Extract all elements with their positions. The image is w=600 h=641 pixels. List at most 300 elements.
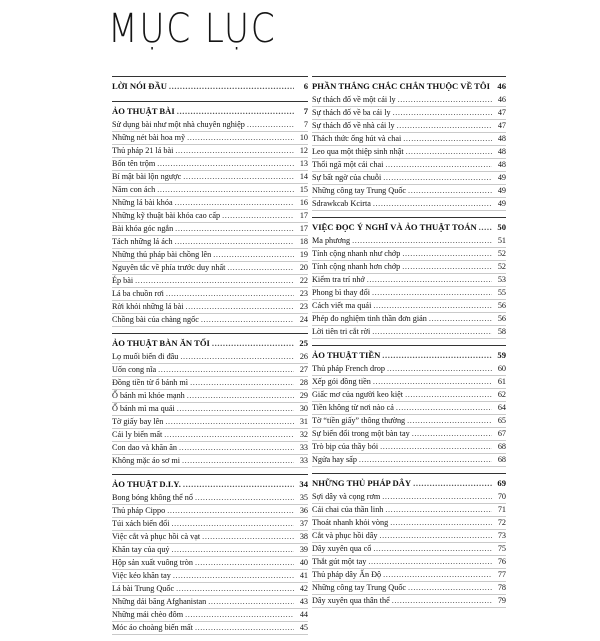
entry-page: 52 (494, 248, 506, 260)
entry-title: Bốn tên trộm (112, 158, 155, 170)
entry-page: 15 (296, 184, 308, 196)
dot-leader (182, 455, 294, 467)
entry-page: 49 (494, 172, 506, 184)
entry-title: Bong bóng không thể nổ (112, 492, 193, 504)
entry-page: 27 (296, 364, 308, 376)
dot-leader (227, 262, 294, 274)
toc-column-right (312, 76, 506, 614)
section-heading (112, 333, 308, 349)
dot-leader (352, 235, 492, 247)
entry-title: Xếp gói đồng tiền (312, 376, 371, 388)
dot-leader (383, 172, 492, 184)
entry-title: Dây xuyên qua cổ (312, 543, 371, 555)
toc-entry (312, 389, 506, 402)
toc-entry (112, 210, 308, 223)
entry-page: 73 (494, 530, 506, 542)
entry-title: Việc cắt và phục hồi cà vạt (112, 531, 200, 543)
toc-entry (112, 262, 308, 275)
entry-title: Kiểm tra trí nhớ (312, 274, 365, 286)
toc-entry (312, 415, 506, 428)
dot-leader (157, 184, 294, 196)
toc-entry (312, 198, 506, 211)
toc-entry (312, 261, 506, 274)
dot-leader (372, 326, 492, 338)
entry-title: Ma phương (312, 235, 350, 247)
dot-leader (195, 492, 294, 504)
entry-page: 33 (296, 442, 308, 454)
toc-entry (112, 145, 308, 158)
entry-title: Trò bịp của thầy bói (312, 441, 378, 453)
toc-entry (312, 159, 506, 172)
toc-entry (112, 596, 308, 609)
entry-page: 75 (494, 543, 506, 555)
section-heading-page: 25 (296, 337, 308, 349)
toc-entry (112, 583, 308, 596)
entry-page: 52 (494, 261, 506, 273)
toc-entry (312, 287, 506, 300)
entry-page: 53 (494, 274, 506, 286)
dot-leader (190, 377, 294, 389)
entry-title: Khăn tay của quỷ (112, 544, 170, 556)
entry-title: Bài khóa góc ngắn (112, 223, 173, 235)
toc-entry (312, 107, 506, 120)
toc-entry (312, 248, 506, 261)
entry-title: Tờ giấy bay lên (112, 416, 163, 428)
entry-page: 23 (296, 301, 308, 313)
toc-entry (312, 582, 506, 595)
dot-leader (390, 517, 492, 529)
entry-title: Sợi dây và cọng rơm (312, 491, 380, 503)
entry-title: Con dao và khăn ăn (112, 442, 177, 454)
toc-entry (312, 517, 506, 530)
entry-page: 30 (296, 403, 308, 415)
entry-title: Thổi ngã một cái chai (312, 159, 383, 171)
dot-leader (247, 119, 294, 131)
entry-title: Sự thách đố về một cái ly (312, 94, 396, 106)
entry-title: Giấc mơ của người keo kiệt (312, 389, 403, 401)
entry-page: 64 (494, 402, 506, 414)
dot-leader (172, 518, 294, 530)
entry-title: Những công tay Trung Quốc (312, 582, 406, 594)
toc-entry (112, 557, 308, 570)
entry-title: Thủ pháp Cippo (112, 505, 165, 517)
entry-page: 42 (296, 583, 308, 595)
entry-page: 68 (494, 441, 506, 453)
dot-leader (380, 441, 492, 453)
section-heading-page: 7 (296, 105, 308, 117)
entry-title: Tờ “tiền giấy” thông thường (312, 415, 405, 427)
entry-title: Ổ bánh mì ma quái (112, 403, 175, 415)
toc-entry (112, 171, 308, 184)
entry-title: Thủ pháp French drop (312, 363, 385, 375)
entry-page: 17 (296, 210, 308, 222)
entry-page: 56 (494, 300, 506, 312)
dot-leader (479, 221, 492, 233)
entry-page: 43 (296, 596, 308, 608)
dot-leader (213, 249, 294, 261)
entry-page: 60 (494, 363, 506, 375)
entry-title: Chồng bài của chàng ngốc (112, 314, 199, 326)
dot-leader (208, 596, 294, 608)
entry-title: Thủ pháp 21 lá bài (112, 145, 173, 157)
entry-page: 49 (494, 185, 506, 197)
dot-leader (169, 80, 294, 92)
entry-page: 19 (296, 249, 308, 261)
section-heading-page: 6 (296, 80, 308, 92)
section-heading-page: 50 (494, 221, 506, 233)
entry-page: 37 (296, 518, 308, 530)
entry-page: 55 (494, 287, 506, 299)
dot-leader (379, 530, 492, 542)
toc-entry (112, 301, 308, 314)
dot-leader (179, 442, 294, 454)
section-heading-page: 34 (296, 478, 308, 490)
dot-leader (367, 274, 492, 286)
entry-page: 18 (296, 236, 308, 248)
toc-entry (112, 505, 308, 518)
toc-entry (112, 223, 308, 236)
dot-leader (175, 145, 294, 157)
toc-entry (312, 376, 506, 389)
entry-title: Ép bài (112, 275, 133, 287)
toc-entry (312, 235, 506, 248)
dot-leader (413, 477, 492, 489)
entry-title: Việc kéo khăn tay (112, 570, 171, 582)
toc-entry (112, 364, 308, 377)
entry-title: Leo qua một thiệp sinh nhật (312, 146, 404, 158)
toc-entry (112, 132, 308, 145)
entry-title: Cách viết ma quái (312, 300, 371, 312)
entry-title: Những dải băng Afghanistan (112, 596, 206, 608)
dot-leader (387, 363, 492, 375)
entry-title: Sự thách đố về nhà cái ly (312, 120, 395, 132)
dot-leader (372, 287, 492, 299)
entry-title: Nguyên tắc về phía trước duy nhất (112, 262, 225, 274)
entry-title: Dây xuyên qua thân thể (312, 595, 390, 607)
entry-page: 17 (296, 223, 308, 235)
toc-entry (112, 403, 308, 416)
dot-leader (176, 583, 294, 595)
entry-title: Những mái chèo đôm (112, 609, 183, 621)
entry-title: Sử dụng bài như một nhà chuyên nghiệp (112, 119, 245, 131)
entry-page: 48 (494, 133, 506, 145)
entry-page: 23 (296, 288, 308, 300)
entry-page: 33 (296, 455, 308, 467)
dot-leader (402, 248, 492, 260)
dot-leader (186, 301, 294, 313)
toc-section (312, 473, 506, 608)
toc-entry (112, 492, 308, 505)
entry-page: 61 (494, 376, 506, 388)
entry-page: 47 (494, 120, 506, 132)
entry-title: Thắt gút một tay (312, 556, 366, 568)
dot-leader (172, 544, 294, 556)
dot-leader (166, 288, 294, 300)
dot-leader (373, 376, 492, 388)
entry-title: Bí mật bài lộn ngược (112, 171, 181, 183)
dot-leader (202, 531, 294, 543)
toc-entry (312, 274, 506, 287)
entry-page: 68 (494, 454, 506, 466)
dot-leader (187, 132, 294, 144)
toc-entry (112, 455, 308, 468)
section-heading-title: NHỮNG THỦ PHÁP DÂY (312, 477, 411, 489)
entry-page: 41 (296, 570, 308, 582)
entry-title: Lá bài Trung Quốc (112, 583, 174, 595)
toc-entry (112, 158, 308, 171)
dot-leader (183, 478, 294, 490)
entry-page: 62 (494, 389, 506, 401)
section-heading (112, 101, 308, 117)
toc-entry (312, 326, 506, 339)
section-heading-title: ẢO THUẬT TIỀN (312, 349, 380, 361)
dot-leader (187, 390, 294, 402)
entry-page: 26 (296, 351, 308, 363)
dot-leader (393, 107, 492, 119)
dot-leader (185, 609, 294, 621)
entry-page: 78 (494, 582, 506, 594)
entry-page: 79 (494, 595, 506, 607)
entry-title: Tính cộng nhanh như chớp (312, 248, 400, 260)
section-heading (112, 474, 308, 490)
dot-leader (175, 223, 294, 235)
dot-leader (180, 351, 294, 363)
dot-leader (385, 159, 492, 171)
entry-title: Những lá bài khóa (112, 197, 173, 209)
toc-section (312, 345, 506, 467)
toc-entry (112, 197, 308, 210)
entry-title: Tiền không từ nơi nào cả (312, 402, 394, 414)
page-title: MỤC LỤC (108, 6, 277, 52)
entry-title: Thoát nhanh khỏi vòng (312, 517, 388, 529)
toc-entry (312, 120, 506, 133)
toc-entry (112, 416, 308, 429)
entry-page: 16 (296, 197, 308, 209)
dot-leader (164, 429, 294, 441)
entry-title: Lời tiên tri cắt rời (312, 326, 370, 338)
entry-page: 10 (296, 132, 308, 144)
entry-title: Lá ba chuồn rơi (112, 288, 164, 300)
entry-title: Uốn cong nĩa (112, 364, 156, 376)
dot-leader (165, 416, 294, 428)
toc-entry (112, 609, 308, 622)
entry-title: Phong bì thay đổi (312, 287, 370, 299)
entry-title: Ngửa hay sấp (312, 454, 357, 466)
entry-page: 12 (296, 145, 308, 157)
dot-leader (405, 389, 492, 401)
dot-leader (402, 261, 492, 273)
section-heading-title: VIỆC ĐỌC Ý NGHĨ VÀ ẢO THUẬT TOÁN (312, 221, 477, 233)
entry-page: 71 (494, 504, 506, 516)
toc-section (112, 474, 308, 635)
dot-leader (398, 94, 492, 106)
entry-page: 65 (494, 415, 506, 427)
toc-section (112, 333, 308, 468)
dot-leader (177, 403, 294, 415)
entry-title: Cái ly biến mất (112, 429, 162, 441)
dot-leader (382, 491, 492, 503)
dot-leader (429, 313, 492, 325)
toc-entry (112, 377, 308, 390)
dot-leader (412, 428, 492, 440)
section-heading-page: 46 (494, 80, 506, 92)
toc-entry (312, 441, 506, 454)
section-heading-page: 69 (494, 477, 506, 489)
entry-title: Sự bất ngờ của chuỗi (312, 172, 381, 184)
toc-entry (312, 172, 506, 185)
toc-entry (312, 94, 506, 107)
dot-leader (175, 197, 294, 209)
section-heading (112, 76, 308, 92)
entry-title: Những công tay Trung Quốc (312, 185, 406, 197)
dot-leader (392, 595, 492, 607)
toc-column-left (112, 76, 308, 641)
entry-page: 39 (296, 544, 308, 556)
entry-title: Túi xách biến đổi (112, 518, 170, 530)
entry-page: 40 (296, 557, 308, 569)
entry-page: 67 (494, 428, 506, 440)
dot-leader (373, 543, 492, 555)
dot-leader (385, 504, 492, 516)
entry-page: 51 (494, 235, 506, 247)
entry-page: 77 (494, 569, 506, 581)
section-heading (312, 76, 506, 92)
toc-entry (312, 454, 506, 467)
entry-title: Đồng tiền từ ổ bánh mì (112, 377, 188, 389)
entry-page: 35 (296, 492, 308, 504)
dot-leader (383, 569, 492, 581)
toc-entry (312, 185, 506, 198)
toc-section (312, 76, 506, 211)
dot-leader (135, 275, 294, 287)
toc-entry (312, 543, 506, 556)
entry-page: 24 (296, 314, 308, 326)
entry-page: 44 (296, 609, 308, 621)
section-heading-title: PHẦN THẮNG CHẮC CHẮN THUỘC VỀ TÔI (312, 80, 490, 92)
toc-entry (312, 313, 506, 326)
toc-entry (112, 570, 308, 583)
entry-title: Tính cộng nhanh hơn chớp (312, 261, 400, 273)
toc-entry (112, 531, 308, 544)
section-heading-page: 59 (494, 349, 506, 361)
dot-leader (406, 146, 492, 158)
dot-leader (158, 364, 294, 376)
entry-page: 28 (296, 377, 308, 389)
toc-section (112, 76, 308, 92)
entry-title: Năm con ách (112, 184, 155, 196)
entry-title: Hộp sản xuất vuông tròn (112, 557, 193, 569)
dot-leader (167, 505, 294, 517)
dot-leader (212, 337, 294, 349)
dot-leader (222, 210, 294, 222)
dot-leader (195, 557, 294, 569)
section-heading-title: LỜI NÓI ĐẦU (112, 80, 167, 92)
entry-page: 45 (296, 622, 308, 634)
entry-page: 70 (494, 491, 506, 503)
entry-title: Tách những lá ách (112, 236, 173, 248)
entry-title: Cắt và phục hồi dây (312, 530, 377, 542)
section-heading-title: ẢO THUẬT D.I.Y. (112, 478, 181, 490)
toc-entry (112, 236, 308, 249)
entry-page: 7 (296, 119, 308, 131)
dot-leader (407, 415, 492, 427)
dot-leader (368, 556, 492, 568)
entry-title: Sự thách đố về ba cái ly (312, 107, 391, 119)
entry-page: 14 (296, 171, 308, 183)
toc-entry (112, 351, 308, 364)
dot-leader (396, 402, 492, 414)
entry-page: 72 (494, 517, 506, 529)
entry-page: 32 (296, 429, 308, 441)
entry-page: 48 (494, 159, 506, 171)
entry-title: Thủ pháp dây Ấn Độ (312, 569, 381, 581)
toc-section (312, 217, 506, 339)
entry-page: 47 (494, 107, 506, 119)
section-heading-title: ẢO THUẬT BÀN ĂN TỐI (112, 337, 210, 349)
dot-leader (382, 349, 492, 361)
entry-title: Không mặc áo sơ mi (112, 455, 180, 467)
entry-title: Lọ muối biến đi đâu (112, 351, 178, 363)
entry-page: 46 (494, 94, 506, 106)
entry-page: 48 (494, 146, 506, 158)
dot-leader (359, 454, 492, 466)
toc-entry (112, 442, 308, 455)
toc-entry (112, 429, 308, 442)
dot-leader (177, 105, 294, 117)
entry-page: 29 (296, 390, 308, 402)
dot-leader (195, 622, 294, 634)
dot-leader (408, 185, 492, 197)
entry-title: Những nét bài hoa mỹ (112, 132, 185, 144)
toc-entry (112, 518, 308, 531)
dot-leader (175, 236, 294, 248)
entry-title: Cái chai của thần linh (312, 504, 383, 516)
entry-page: 58 (494, 326, 506, 338)
entry-title: Những kỹ thuật bài khóa cao cấp (112, 210, 220, 222)
toc-entry (312, 504, 506, 517)
entry-page: 31 (296, 416, 308, 428)
entry-page: 36 (296, 505, 308, 517)
entry-title: Sdrawkcab Kcirta (312, 198, 371, 210)
entry-page: 13 (296, 158, 308, 170)
dot-leader (183, 171, 294, 183)
section-heading (312, 473, 506, 489)
dot-leader (201, 314, 294, 326)
toc-section (112, 101, 308, 327)
dot-leader (373, 198, 492, 210)
entry-title: Rời khỏi những lá bài (112, 301, 184, 313)
toc-entry (112, 249, 308, 262)
toc-entry (312, 402, 506, 415)
dot-leader (373, 300, 492, 312)
toc-entry (312, 133, 506, 146)
toc-entry (312, 530, 506, 543)
dot-leader (173, 570, 294, 582)
toc-entry (312, 300, 506, 313)
toc-entry (312, 146, 506, 159)
section-heading (312, 345, 506, 361)
toc-entry (312, 491, 506, 504)
toc-entry (312, 363, 506, 376)
toc-entry (112, 288, 308, 301)
entry-title: Móc áo choàng biến mất (112, 622, 193, 634)
toc-entry (112, 275, 308, 288)
entry-title: Thách thức ống hút và chai (312, 133, 401, 145)
toc-entry (112, 622, 308, 635)
toc-entry (312, 428, 506, 441)
entry-page: 22 (296, 275, 308, 287)
toc-entry (112, 390, 308, 403)
